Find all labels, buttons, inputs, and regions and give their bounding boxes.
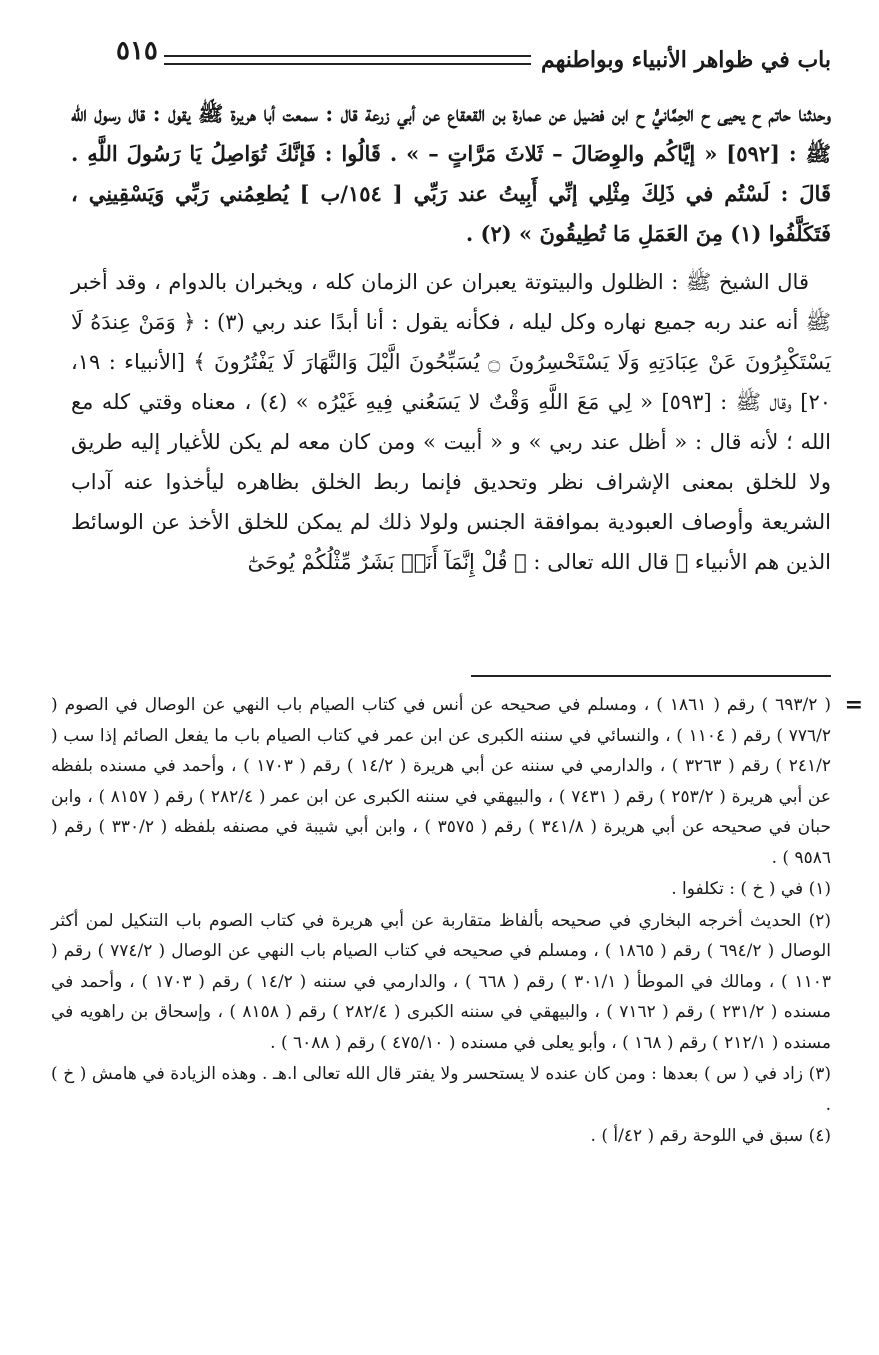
header-double-rule [110, 55, 531, 65]
hadith-paragraph: وحدثنا حاتم ح يحيى ح الحِمَّانيُّ ح ابن فضيل عن عمارة بن القعقاع عن أبي زرعة قال : سمعت أبا هريرة ﷺ يقول : قال رسول الله ﷺ : [٥٩٢] « إيَّاكُم والوِصَالَ – ثَلاثَ مَرَّاتٍ – » . قَالُوا : فَإنَّكَ تُوَاصِلُ يَا رَسُولَ اللَّهِ . قَالَ : لَسْتُم في ذَلِكَ مِثْلِي إنِّي أَبِيتُ عند رَبِّي [ ١٥٤/ب ] يُطعِمُني رَبِّي وَيَسْقِينِي ، فَتَكَلَّفُوا (١) مِنَ العَمَلِ مَا تُطِيقُونَ » (٢) . [71, 101, 831, 246]
running-header [110, 40, 831, 80]
footnote-4: (٤) سبق في اللوحة رقم ( ٤٢/أ ) . [590, 1126, 831, 1146]
chapter-title: باب في ظواهر الأنبياء وبواطنهم [540, 47, 831, 73]
commentary-paragraph: قال الشيخ ﷺ : الظلول والبيتوتة يعبران عن الزمان كله ، ويخبران بالدوام ، وقد أخبر ﷺ أنه عند ربه جميع نهاره وكل ليله ، فكأنه يقول : أنا أبدًا عند ربي (٣) : ﴿ وَمَنْ عِندَهُ لَا يَسْتَكْبِرُونَ عَنْ عِبَادَتِهِ وَلَا يَسْتَحْسِرُونَ ۝ يُسَبِّحُونَ الَّيْلَ وَالنَّهَارَ لَا يَفْتُرُونَ ﴾ [الأنبياء : ١٩، ٢٠] وقال ﷺ : [٥٩٣] « لِي مَعَ اللَّهِ وَقْتٌ لا يَسَعُني فِيهِ غَيْرُه » (٤) ، معناه وقتي كله مع الله ؛ لأنه قال : « أظل عند ربي » و « أبيت » ومن كان معه لم يكن للأغيار إليه طريق ولا للخلق بمعنى الإشراف نظر وتحديق فإنما ربط الخلق بظاهره ليأخذوا عنه آداب الشريعة وأوصاف العبودية بموافقة الجنس ولولا ذلك لم يمكن للخلق الأخذ عن الوسائط الذين هم الأنبياء ﷺ قال الله تعالى : ﴿ قُلْ إِنَّمَآ أَنَا۠ بَشَرٌ مِّثْلُكُمْ يُوحَىٰٓ [71, 270, 831, 574]
main-text [71, 94, 831, 590]
footnote-continued: ( ٦٩٣/٢ ) رقم ( ١٨٦١ ) ، ومسلم في صحيحه عن أنس في كتاب الصيام باب النهي عن الوصال في الصوم ( ٧٧٦/٢ ) رقم ( ١١٠٤ ) ، والنسائي في سننه الكبرى عن ابن عمر في كتاب الصيام باب ما يفعل الصائم إذا سب ( ٢٤١/٢ ) رقم ( ٣٢٦٣ ) ، والدارمي في سننه عن أبي هريرة ( ١٤/٢ ) رقم ( ١٧٠٣ ) ، وأحمد في مسنده بلفظه عن أبي هريرة ( ٢٥٣/٢ ) رقم ( ٧٤٣١ ) ، والبيهقي في سننه الكبرى عن ابن عمر ( ٢٨٢/٤ ) رقم ( ٨١٥٧ ) ، وابن حبان في صحيحه عن أبي هريرة ( ٣٤١/٨ ) رقم ( ٣٥٧٥ ) ، وابن أبي شيبة في مصنفه بلفظه ( ٣٣٠/٢ ) رقم ( ٩٥٨٦ ) . [51, 695, 832, 868]
footnote-3: (٣) زاد في ( س ) بعدها : ومن كان عنده لا يستحسر ولا يفتر قال الله تعالى ا.هـ . وهذه الزيادة في هامش ( خ ) . [51, 1064, 831, 1115]
footnote-separator [471, 675, 831, 677]
continuation-mark: = [844, 692, 863, 718]
page-number: ٥١٥ [110, 36, 164, 66]
footnotes [51, 690, 831, 1153]
footnote-1: (١) في ( خ ) : تكلفوا . [671, 879, 831, 899]
footnote-2: (٢) الحديث أخرجه البخاري في صحيحه بألفاظ متقاربة عن أبي هريرة في كتاب الصوم باب التنكيل لمن أكثر الوصال ( ٦٩٤/٢ ) رقم ( ١٨٦٥ ) ، ومسلم في صحيحه في كتاب الصيام باب النهي عن الوصال ( ٧٧٤/٢ ) رقم ( ١١٠٣ ) ، ومالك في الموطأ ( ٣٠١/١ ) رقم ( ٦٦٨ ) ، والدارمي في سننه ( ١٤/٢ ) رقم ( ١٧٠٣ ) ، وأحمد في مسنده ( ٢٣١/٢ ) رقم ( ٧١٦٢ ) ، والبيهقي في سننه الكبرى ( ٢٨٢/٤ ) رقم ( ٨١٥٨ ) ، وإسحاق بن راهويه في مسنده ( ٢١٢/١ ) رقم ( ١٦٨ ) ، وأبو يعلى في مسنده ( ٤٧٥/١٠ ) رقم ( ٦٠٨٨ ) . [51, 910, 832, 1053]
